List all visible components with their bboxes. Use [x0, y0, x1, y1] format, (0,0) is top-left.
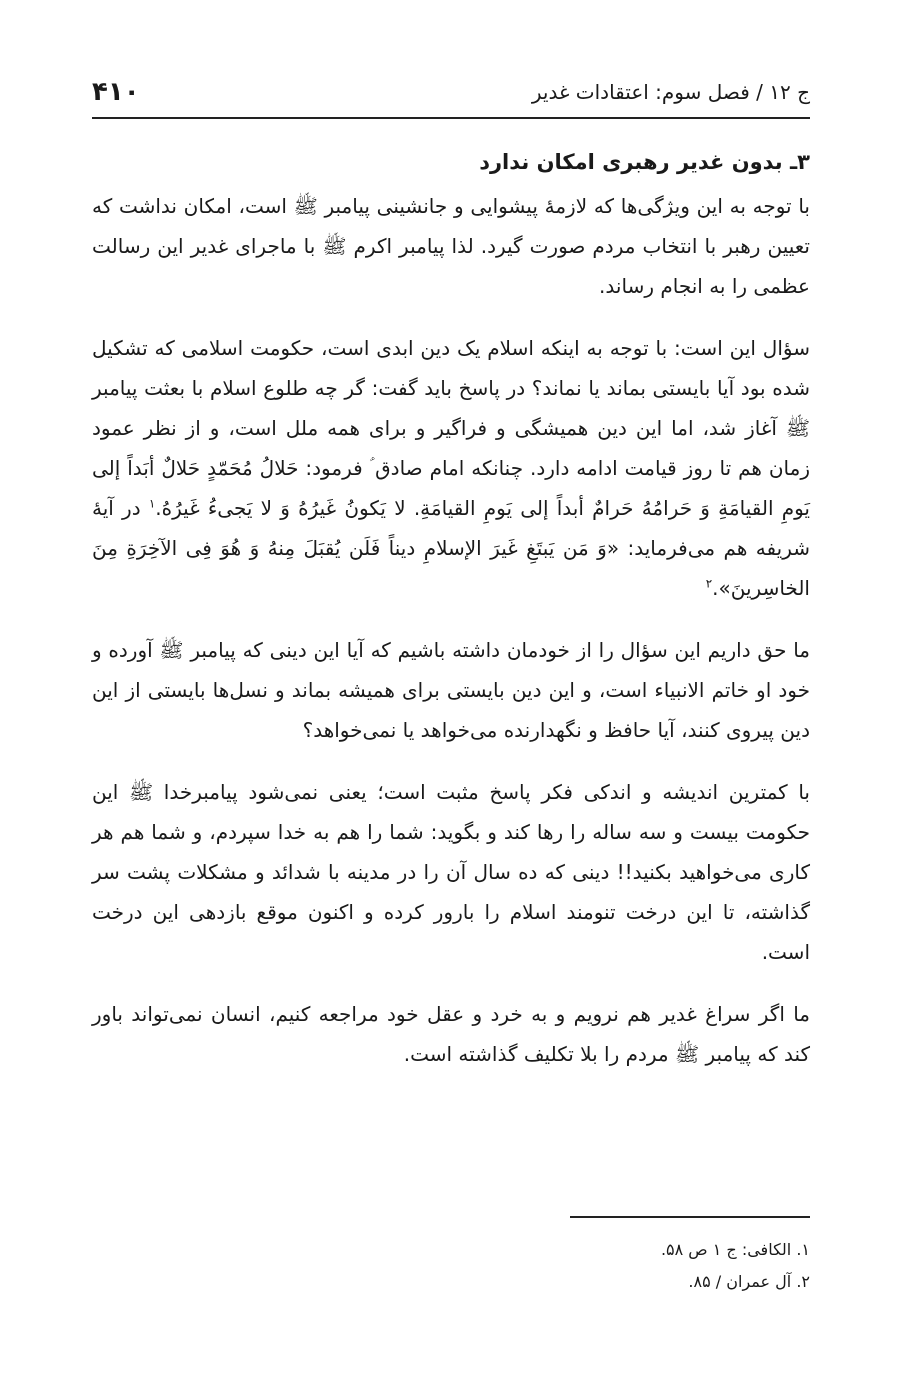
paragraph-3: ما حق داریم این سؤال را از خودمان داشته باشیم که آیا این دینی که پیامبر ﷺ آورده و خود او خاتم الانبیاء است، و این دین بایستی برای همیشه بماند و نسل‌ها بایستی از این دین پیروی کنند، آیا حافظ و نگهدارنده می‌خواهد یا نمی‌خواهد؟	[92, 638, 810, 742]
paragraph-4: با کمترین اندیشه و اندکی فکر پاسخ مثبت است؛ یعنی نمی‌شود پیامبرخدا ﷺ این حکومت بیست و سه ساله را رها کند و بگوید: شما را هم به خدا سپردم، و شما هم هر کاری می‌خواهید بکنید!! دینی که ده سال آن را در مدینه با شدائد و مشکلات پشت سر گذاشته، تا این درخت تنومند اسلام را بارور کرده و اکنون موقع بازدهی این درخت است.	[92, 780, 810, 964]
book-page	[92, 0, 810, 1390]
paragraph-1: با توجه به این ویژگی‌ها که لازمهٔ پیشوایی و جانشینی پیامبر ﷺ است، امکان نداشت که تعیین رهبر با انتخاب مردم صورت گیرد. لذا پیامبر اکرم ﷺ با ماجرای غدیر این رسالت عظمی را به انجام رساند.	[92, 194, 810, 298]
paragraph-5: ما اگر سراغ غدیر هم نرویم و به خرد و عقل خود مراجعه کنیم، انسان نمی‌تواند باور کند که پیامبر ﷺ مردم را بلا تکلیف گذاشته است.	[92, 1002, 810, 1066]
page-number: ۴۱۰	[92, 77, 140, 107]
footnote-2: ۲. آل عمران / ۸۵.	[688, 1272, 810, 1291]
verse-quote: در آیهٔ شریفه هم می‌فرماید: «وَ مَن یَبتَغِ غَیرَ الإسلامِ دیناً فَلَن یُقبَلَ مِنهُ وَ هُوَ فِی الآخِرَةِ مِنَ الخاسِرینَ».	[92, 496, 810, 600]
paragraph-2	[92, 328, 810, 608]
paragraph-2-text: سؤال این است: با توجه به اینکه اسلام یک دین ابدی است، حکومت اسلامی که تشکیل شده بود آیا بایستی بماند یا نماند؟ در پاسخ باید گفت: گر چه طلوع اسلام با بعثت پیامبر ﷺ آغاز شد، اما این دین همیشگی و فراگیر و برای همه ملل است، و از نظر عمود زمان هم تا روز قیامت ادامه دارد. چنانکه امام صادق ؑ فرمود: حَلالُ مُحَمّدٍ حَلالٌ أبَداً إلی یَومِ القیامَةِ وَ حَرامُهُ حَرامٌ أبداً إلی یَومِ القیامَةِ. لا یَکونُ غَیرُهُ وَ لا یَجیءُ غَیرُهُ.	[92, 336, 811, 520]
body-text	[92, 186, 810, 1090]
footnote-divider	[570, 1216, 810, 1218]
section-title: ۳ـ بدون غدیر رهبری امکان ندارد	[479, 150, 810, 174]
header-divider	[92, 117, 810, 119]
footnote-marker-1: ۱	[148, 496, 156, 511]
running-title: ج ۱۲ / فصل سوم: اعتقادات غدیر	[531, 80, 810, 104]
footnote-marker-2: ۲	[705, 576, 713, 591]
page-header	[92, 72, 810, 112]
footnote-1: ۱. الکافی: ج ۱ ص ۵۸.	[660, 1240, 810, 1259]
footnotes	[92, 1234, 810, 1298]
